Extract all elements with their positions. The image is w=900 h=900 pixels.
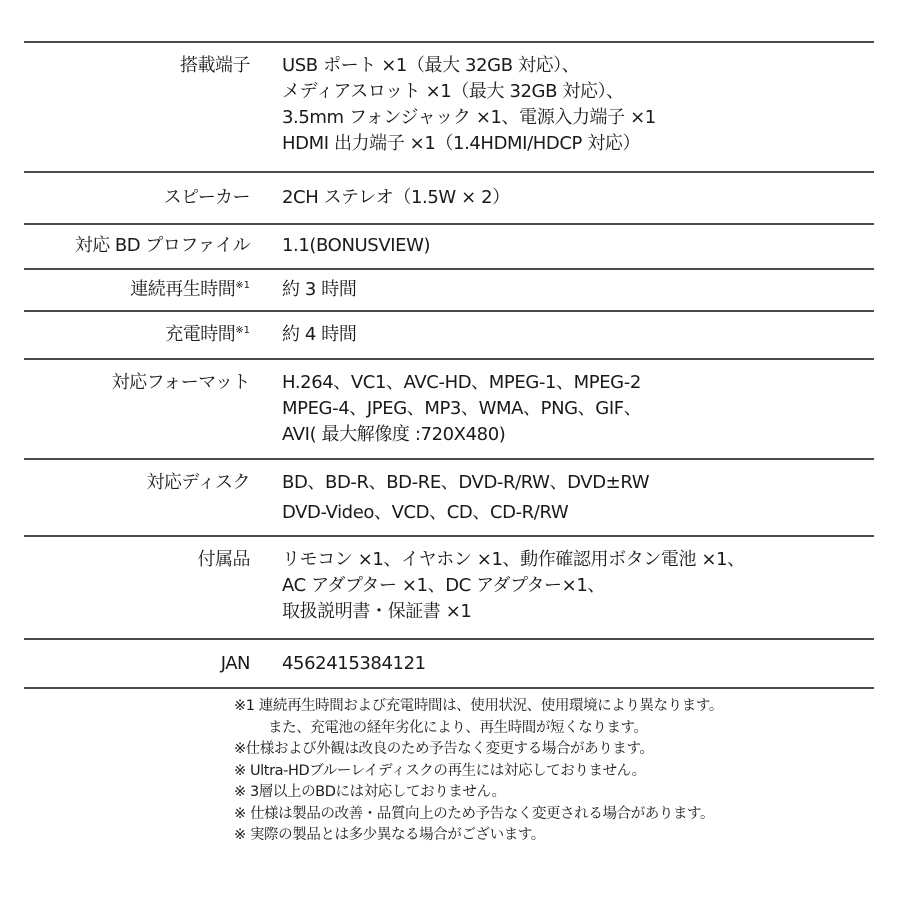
footnote-spec-change: ※仕様および外観は改良のため予告なく変更する場合があります。 bbox=[234, 741, 654, 757]
spec-value-line: USB ポート ×1（最大 32GB 対応）、 bbox=[282, 55, 580, 76]
spec-value-line: 3.5mm フォンジャック ×1、電源入力端子 ×1 bbox=[282, 107, 656, 128]
footnote-actual-product: ※ 実際の製品とは多少異なる場合がございます。 bbox=[234, 827, 545, 843]
spec-value-line: メディアスロット ×1（最大 32GB 対応）、 bbox=[282, 81, 624, 102]
spec-value-line: DVD-Video、VCD、CD、CD-R/RW bbox=[282, 502, 569, 523]
spec-value bbox=[282, 185, 510, 211]
footnote-spec-improvement: ※ 仕様は製品の改善・品質向上のため予告なく変更される場合があります。 bbox=[234, 805, 715, 822]
spec-value bbox=[282, 651, 426, 677]
spec-label-text: 搭載端子 bbox=[180, 55, 250, 76]
spec-value-line: AC アダプター ×1、DC アダプター×1、 bbox=[282, 575, 605, 596]
footnote-1-continued: また、充電池の経年劣化により、再生時間が短くなります。 bbox=[268, 719, 648, 736]
spec-label-text: 対応 BD プロファイル bbox=[74, 235, 250, 256]
spec-value-line: 取扱説明書・保証書 ×1 bbox=[282, 601, 472, 622]
footnote-ultra-hd: ※ Ultra-HDブルーレイディスクの再生には対応しておりません。 bbox=[234, 762, 646, 779]
spec-value-line: 約 4 時間 bbox=[282, 324, 357, 345]
spec-row-playback-time bbox=[24, 270, 874, 312]
spec-value-line: 4562415384121 bbox=[282, 653, 426, 674]
spec-value-line: MPEG-4、JPEG、MP3、WMA、PNG、GIF、 bbox=[282, 398, 642, 419]
spec-label bbox=[24, 233, 250, 259]
spec-value bbox=[282, 233, 430, 259]
spec-label bbox=[24, 53, 250, 79]
spec-label-text: 対応ディスク bbox=[146, 472, 250, 493]
spec-value bbox=[282, 53, 656, 157]
spec-table bbox=[24, 41, 874, 689]
spec-label bbox=[24, 651, 250, 677]
footnote-ref: ※1 bbox=[235, 325, 250, 336]
spec-row-jan bbox=[24, 640, 874, 689]
footnote-1: ※1 連続再生時間および充電時間は、使用状況、使用環境により異なります。 bbox=[234, 698, 723, 714]
spec-row-charge-time bbox=[24, 312, 874, 360]
spec-label-text: 充電時間 bbox=[165, 324, 236, 345]
spec-label bbox=[24, 277, 250, 303]
spec-value bbox=[282, 322, 357, 348]
spec-value-line: 2CH ステレオ（1.5W × 2） bbox=[282, 187, 510, 208]
spec-row-speaker bbox=[24, 173, 874, 225]
spec-value-line: AVI( 最大解像度 :720X480) bbox=[282, 424, 506, 445]
spec-label bbox=[24, 185, 250, 211]
spec-value-line: 1.1(BONUSVIEW) bbox=[282, 235, 431, 256]
spec-value-line: H.264、VC1、AVC-HD、MPEG-1、MPEG-2 bbox=[282, 372, 641, 393]
spec-value bbox=[282, 470, 649, 530]
footnote-triple-layer-bd: ※ 3層以上のBDには対応しておりません。 bbox=[234, 784, 506, 800]
spec-value-line: 約 3 時間 bbox=[282, 279, 357, 300]
spec-label-text: JAN bbox=[220, 653, 250, 674]
spec-row-accessories bbox=[24, 537, 874, 640]
footnotes bbox=[234, 696, 894, 847]
footnote-ref: ※1 bbox=[235, 280, 250, 291]
spec-label-text: 対応フォーマット bbox=[111, 372, 250, 393]
spec-label bbox=[24, 322, 250, 348]
spec-row-bd-profile bbox=[24, 225, 874, 270]
spec-value bbox=[282, 277, 357, 303]
spec-label bbox=[24, 470, 250, 496]
spec-label bbox=[24, 370, 250, 396]
spec-row-ports bbox=[24, 43, 874, 173]
spec-row-discs bbox=[24, 460, 874, 537]
spec-value-line: リモコン ×1、イヤホン ×1、動作確認用ボタン電池 ×1、 bbox=[282, 549, 745, 570]
spec-value-line: HDMI 出力端子 ×1（1.4HDMI/HDCP 対応） bbox=[282, 133, 641, 154]
spec-value bbox=[282, 370, 641, 448]
spec-row-formats bbox=[24, 360, 874, 460]
spec-label-text: 付属品 bbox=[197, 549, 250, 570]
spec-label-text: スピーカー bbox=[163, 187, 250, 208]
spec-value bbox=[282, 547, 745, 625]
spec-label bbox=[24, 547, 250, 573]
spec-label-text: 連続再生時間 bbox=[130, 279, 236, 300]
spec-value-line: BD、BD-R、BD-RE、DVD-R/RW、DVD±RW bbox=[282, 472, 650, 493]
